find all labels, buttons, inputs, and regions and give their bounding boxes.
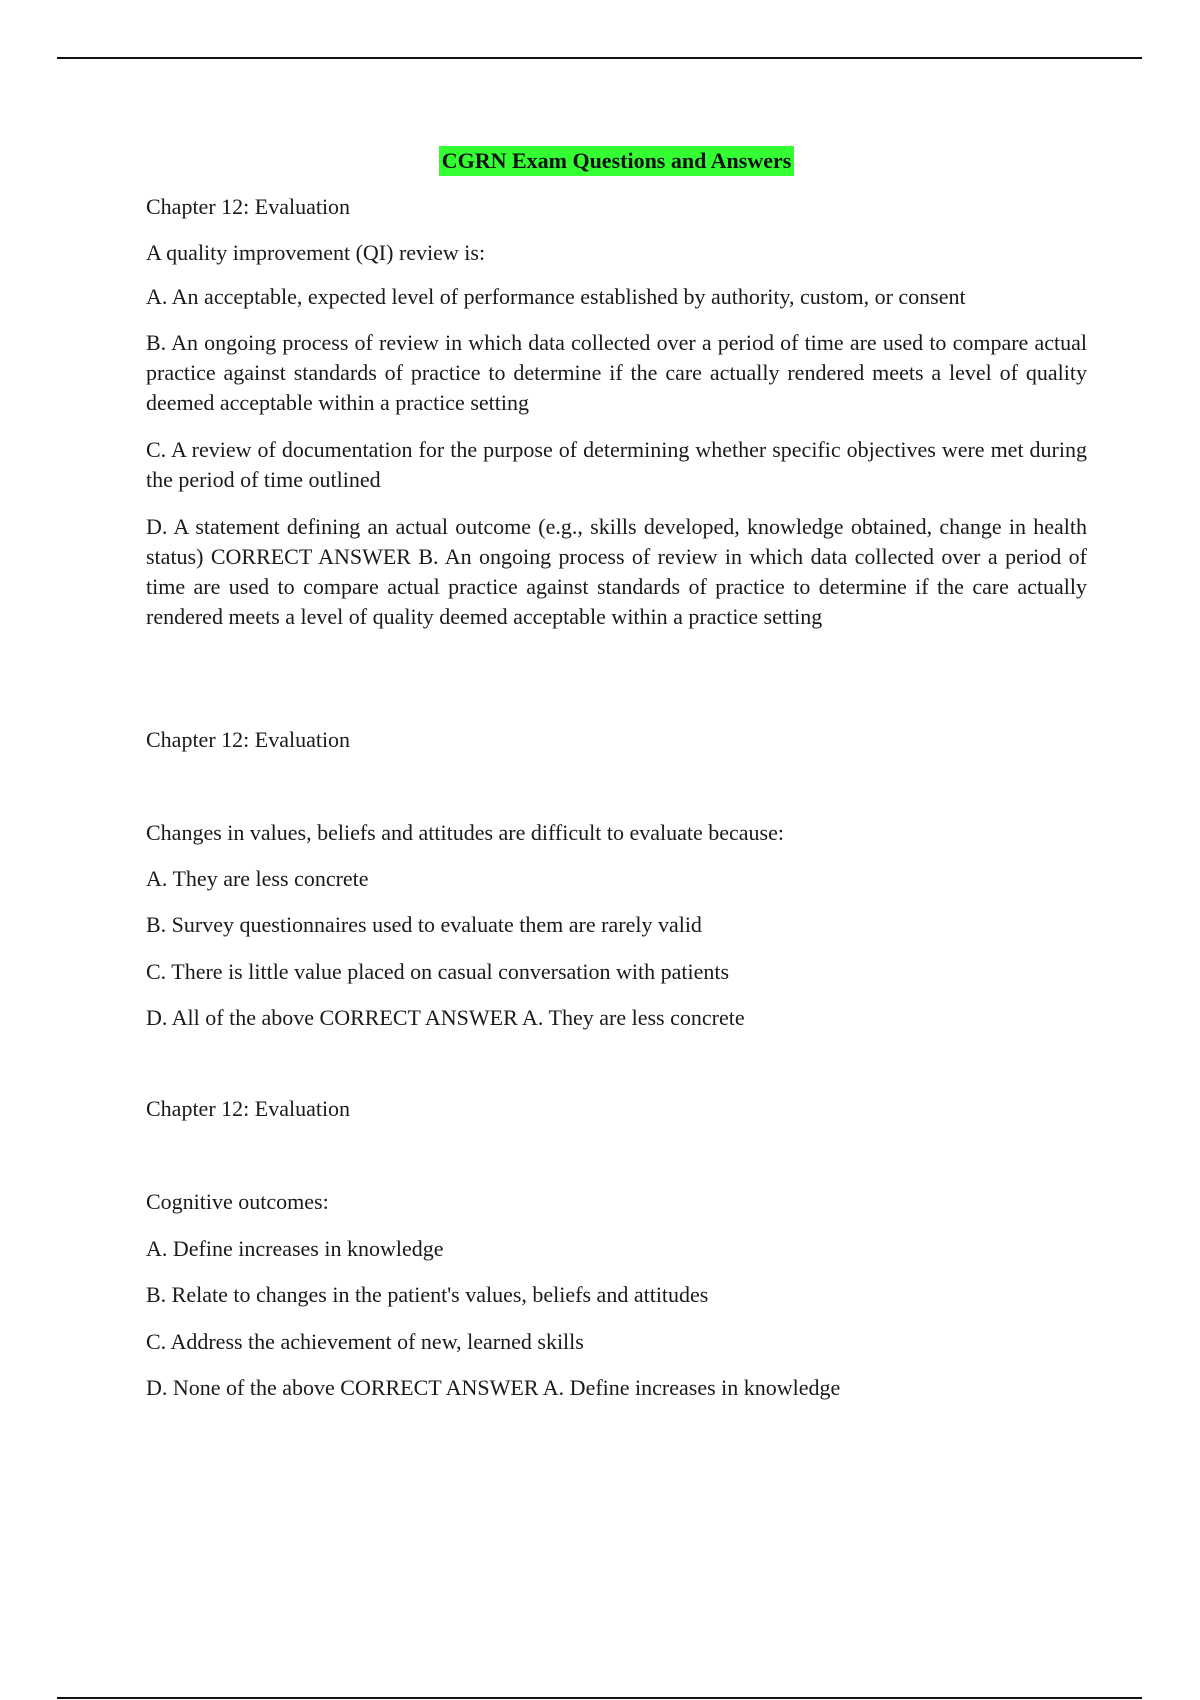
option-c: C. There is little value placed on casual conversation with patients bbox=[146, 959, 730, 984]
option-a: A. They are less concrete bbox=[146, 866, 369, 891]
question-text: Cognitive outcomes: bbox=[146, 1189, 329, 1214]
document-title: CGRN Exam Questions and Answers bbox=[439, 146, 795, 176]
footer-rule bbox=[57, 1697, 1142, 1699]
option-c: C. Address the achievement of new, learned skills bbox=[146, 1329, 584, 1354]
option-d-with-answer: D. All of the above CORRECT ANSWER A. They are less concrete bbox=[146, 1005, 745, 1030]
chapter-heading: Chapter 12: Evaluation bbox=[146, 727, 351, 752]
title-container bbox=[146, 146, 1087, 176]
chapter-heading: Chapter 12: Evaluation bbox=[146, 194, 351, 219]
question-text: A quality improvement (QI) review is: bbox=[146, 240, 486, 265]
option-a: A. Define increases in knowledge bbox=[146, 1236, 444, 1261]
option-d-with-answer: D. None of the above CORRECT ANSWER A. Define increases in knowledge bbox=[146, 1375, 841, 1400]
option-a: A. An acceptable, expected level of performance established by authority, custom, or consent bbox=[146, 284, 966, 309]
option-b: B. Survey questionnaires used to evaluate them are rarely valid bbox=[146, 912, 702, 937]
option-c: C. A review of documentation for the purpose of determining whether specific objectives were met during the period of time outlined bbox=[146, 437, 1087, 492]
option-d-with-answer: D. A statement defining an actual outcome (e.g., skills developed, knowledge obtained, change in health status) CORRECT ANSWER B. An ongoing process of review in which data collected over a period of time are used to compare actual practice against standards of practice to determine if the care actually rendered meets a level of quality deemed acceptable within a practice setting bbox=[146, 514, 1087, 629]
option-b: B. An ongoing process of review in which data collected over a period of time are used to compare actual practice against standards of practice to determine if the care actually rendered meets a level of quality deemed acceptable within a practice setting bbox=[146, 330, 1087, 415]
question-text: Changes in values, beliefs and attitudes are difficult to evaluate because: bbox=[146, 820, 784, 845]
header-rule bbox=[57, 57, 1142, 59]
chapter-heading: Chapter 12: Evaluation bbox=[146, 1096, 351, 1121]
option-b: B. Relate to changes in the patient's values, beliefs and attitudes bbox=[146, 1282, 709, 1307]
